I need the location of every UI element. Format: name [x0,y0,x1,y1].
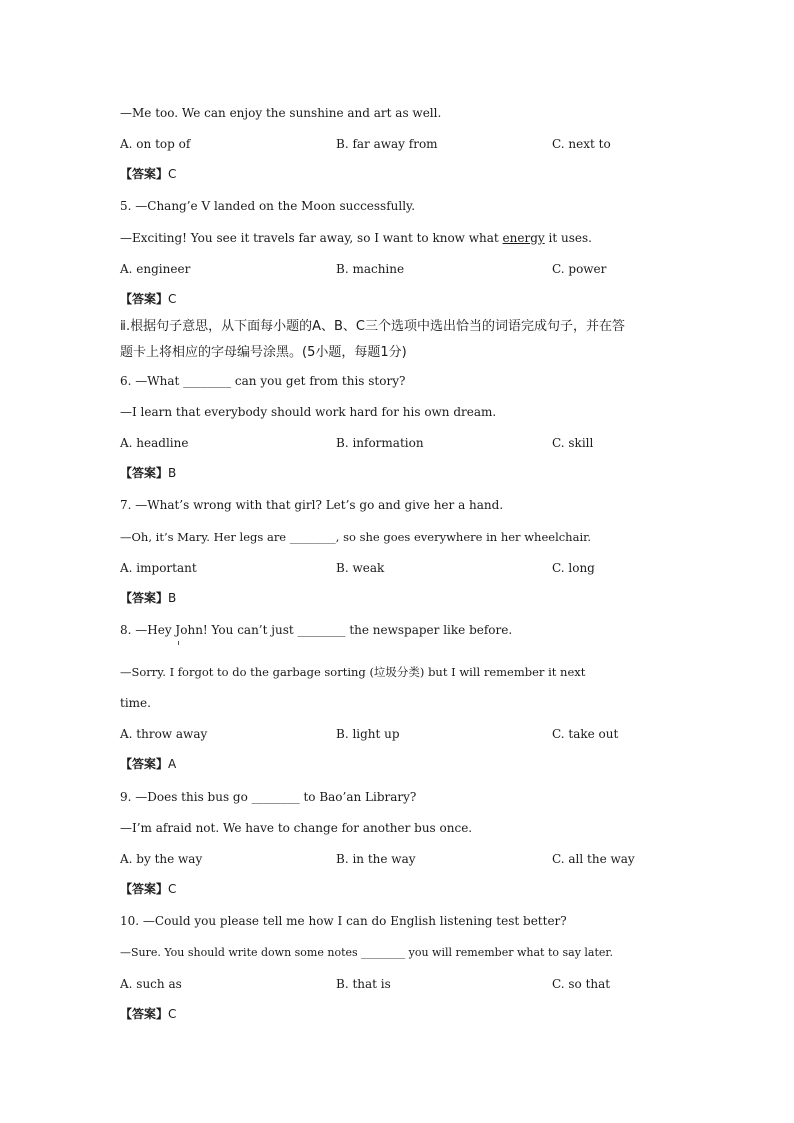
section-ii-instruction-line2: 题卡上将相应的字母编号涂黑。(5小题，每题1分) [120,345,407,360]
q9-answer: 【答案】C [120,882,177,896]
q7-line2: —Oh, it’s Mary. Her legs are ________, so she goes everywhere in her wheelchair. [120,530,592,544]
q8-line1: 8. —Hey John! You can’t just ________ the newspaper like before. [120,623,513,637]
q5-option-b: B. machine [336,262,405,276]
q9-option-a: A. by the way [120,852,203,866]
q6-option-a: A. headline [120,436,189,450]
prev-item-answer: 【答案】C [120,167,177,181]
q8-line2: —Sorry. I forgot to do the garbage sorting (垃圾分类) but I will remember it next [120,665,586,679]
prev-item-reply: —Me too. We can enjoy the sunshine and art as well. [120,106,442,120]
q7-option-b: B. weak [336,561,385,575]
q5-underlined-word: energy [502,231,545,245]
q10-line2: —Sure. You should write down some notes ________ you will remember what to say later. [120,946,613,959]
section-ii-instruction-line1: ⅱ.根据句子意思，从下面每小题的A、B、C三个选项中选出恰当的词语完成句子，并在答 [120,319,625,334]
q7-option-a: A. important [120,561,197,575]
stray-mark [178,641,179,645]
q10-option-a: A. such as [120,977,182,991]
q8-option-a: A. throw away [120,727,208,741]
q10-option-c: C. so that [552,977,611,991]
q7-option-c: C. long [552,561,595,575]
q6-answer: 【答案】B [120,466,177,480]
q9-option-c: C. all the way [552,852,635,866]
q9-option-b: B. in the way [336,852,416,866]
q10-answer: 【答案】C [120,1007,177,1021]
q8-line3: time. [120,696,151,710]
prev-item-option-a: A. on top of [120,137,191,151]
prev-item-option-b: B. far away from [336,137,438,151]
q5-line1: 5. —Chang’e V landed on the Moon successfully. [120,199,416,213]
q9-line2: —I’m afraid not. We have to change for another bus once. [120,821,473,835]
q6-option-b: B. information [336,436,424,450]
q8-option-c: C. take out [552,727,619,741]
q6-line1: 6. —What ________ can you get from this story? [120,374,406,388]
q10-option-b: B. that is [336,977,391,991]
q8-answer: 【答案】A [120,757,177,771]
q5-answer: 【答案】C [120,292,177,306]
q5-line2: —Exciting! You see it travels far away, so I want to know what energy it uses. [120,231,592,245]
q9-line1: 9. —Does this bus go ________ to Bao’an Library? [120,790,417,804]
q6-line2: —I learn that everybody should work hard for his own dream. [120,405,497,419]
q7-line1: 7. —What’s wrong with that girl? Let’s go and give her a hand. [120,498,504,512]
prev-item-option-c: C. next to [552,137,611,151]
q5-option-c: C. power [552,262,607,276]
q8-option-b: B. light up [336,727,400,741]
q5-option-a: A. engineer [120,262,191,276]
q7-answer: 【答案】B [120,591,177,605]
q10-line1: 10. —Could you please tell me how I can do English listening test better? [120,914,567,928]
q6-option-c: C. skill [552,436,594,450]
